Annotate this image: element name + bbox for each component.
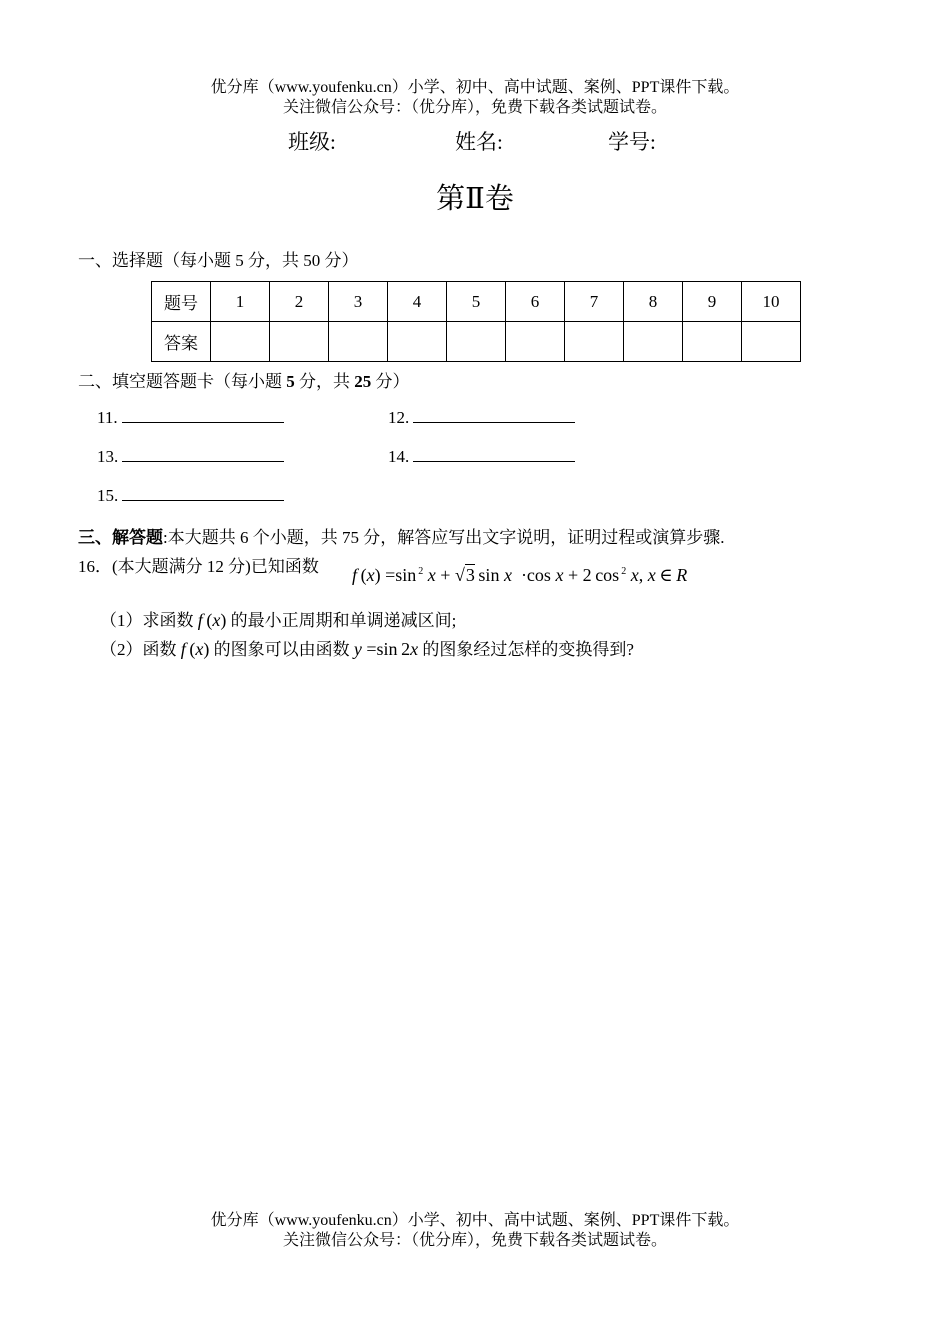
question-number-label: 题号: [152, 282, 211, 322]
footer-line-1: 优分库（www.youfenku.cn）小学、初中、高中试题、案例、PPT课件下载。: [210, 1212, 740, 1229]
fx-formula: f (x): [180, 639, 210, 659]
student-info-row: [0, 126, 950, 156]
fill-blank-12[interactable]: [388, 407, 575, 428]
part-2-text: 的图象经过怎样的变换得到?: [422, 640, 634, 659]
blank-number: 14.: [388, 447, 410, 466]
answer-line[interactable]: [413, 446, 575, 462]
answer-cell[interactable]: [388, 322, 447, 362]
table-row-question-numbers: [152, 282, 801, 322]
answer-cell[interactable]: [211, 322, 270, 362]
part-2-text: 的图象可以由函数: [213, 640, 350, 659]
section-2-heading-text: 分，共: [294, 372, 355, 391]
answer-line[interactable]: [413, 407, 575, 423]
answer-cell[interactable]: [683, 322, 742, 362]
fill-blank-14[interactable]: [388, 446, 575, 467]
question-16-part-2: [100, 635, 634, 660]
part-1-text: （1）求函数: [100, 611, 194, 630]
section-2-total: 25: [354, 372, 372, 391]
section-2-heading-text: 二、填空题答题卡（每小题: [78, 372, 287, 391]
fx-formula: f (x): [197, 610, 227, 630]
answer-label: 答案: [152, 322, 211, 362]
question-number-cell: 4: [388, 282, 447, 322]
answer-line[interactable]: [122, 485, 284, 501]
answer-cell[interactable]: [329, 322, 388, 362]
question-16-part-1: [100, 606, 456, 631]
sin2x-formula: y =sin 2x: [353, 639, 419, 659]
answer-cell[interactable]: [506, 322, 565, 362]
blank-number: 15.: [97, 486, 119, 505]
choice-answer-table: [151, 281, 801, 362]
blank-number: 11.: [97, 408, 118, 427]
question-number-cell: 2: [270, 282, 329, 322]
answer-cell[interactable]: [565, 322, 624, 362]
section-3-heading-bold: 三、解答题: [78, 528, 163, 547]
answer-cell[interactable]: [447, 322, 506, 362]
question-number-cell: 5: [447, 282, 506, 322]
question-number-cell: 10: [742, 282, 801, 322]
section-2-score: 5: [286, 372, 295, 391]
question-number-cell: 1: [211, 282, 270, 322]
question-number-cell: 7: [565, 282, 624, 322]
section-2-heading: [78, 367, 410, 392]
paper-title: 第Ⅱ卷: [436, 183, 514, 215]
answer-line[interactable]: [122, 407, 284, 423]
section-2-heading-text: 分）: [371, 372, 410, 391]
part-2-text: （2）函数: [100, 640, 177, 659]
answer-cell[interactable]: [270, 322, 329, 362]
section-3-heading-text: :本大题共 6 个小题，共 75 分，解答应写出文字说明，证明过程或演算步骤.: [163, 528, 725, 547]
header-line-1: 优分库（www.youfenku.cn）小学、初中、高中试题、案例、PPT课件下载。: [210, 79, 740, 96]
fill-blank-13[interactable]: [97, 446, 284, 467]
blank-number: 12.: [388, 408, 410, 427]
question-number-cell: 3: [329, 282, 388, 322]
question-16-label: 16．(本大题满分 12 分)已知函数: [78, 557, 319, 576]
section-1-heading: 一、选择题（每小题 5 分，共 50 分）: [78, 251, 359, 270]
question-number-cell: 8: [624, 282, 683, 322]
answer-cell[interactable]: [624, 322, 683, 362]
question-16-formula: f (x) =sin $^2$ x + √3 sin x ·cos x + 2 cos $^2$ x, x ∈ R: [352, 565, 688, 585]
table-row-answers: [152, 322, 801, 362]
name-label: 姓名:: [455, 130, 503, 154]
student-id-label: 学号:: [608, 130, 656, 154]
footer-line-2: 关注微信公众号：（优分库），免费下载各类试题试卷。: [282, 1232, 667, 1249]
fill-blank-15[interactable]: [97, 485, 284, 506]
question-number-cell: 9: [683, 282, 742, 322]
part-1-text: 的最小正周期和单调递减区间;: [230, 611, 457, 630]
section-3-heading: [78, 523, 724, 548]
header-line-2: 关注微信公众号：（优分库），免费下载各类试题试卷。: [282, 99, 667, 116]
question-number-cell: 6: [506, 282, 565, 322]
class-label: 班级:: [288, 130, 336, 154]
blank-number: 13.: [97, 447, 119, 466]
fill-blank-11[interactable]: [97, 407, 284, 428]
answer-line[interactable]: [122, 446, 284, 462]
answer-cell[interactable]: [742, 322, 801, 362]
